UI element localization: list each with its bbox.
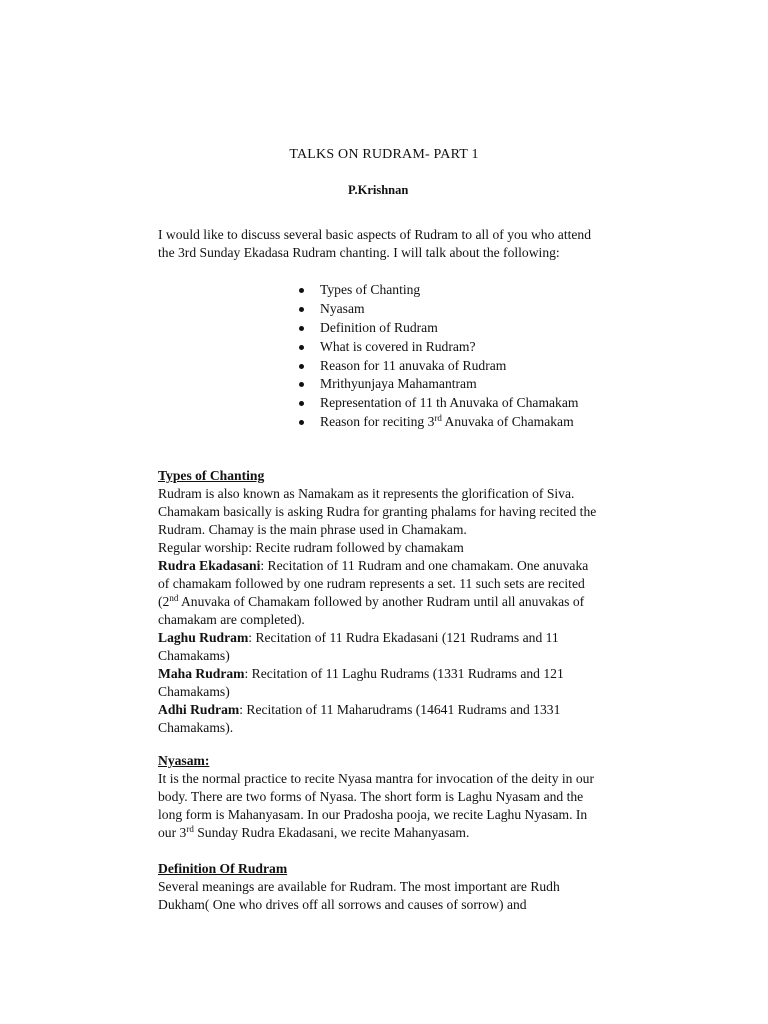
- definition-line: [158, 629, 658, 647]
- list-item-text: Reason for reciting 3: [320, 414, 435, 430]
- section-heading: Types of Chanting: [158, 468, 265, 483]
- list-item: Reason for 11 anuvaka of Rudram: [299, 357, 578, 376]
- paragraph-line: Chamakams).: [158, 720, 234, 735]
- author-name: P.Krishnan: [348, 183, 409, 197]
- term-maha-rudram: Maha Rudram: [158, 666, 245, 681]
- list-item: Mrithyunjaya Mahamantram: [299, 375, 578, 394]
- list-item: [299, 413, 578, 432]
- document-title: TALKS ON RUDRAM- PART 1: [289, 147, 479, 162]
- list-item: Nyasam: [299, 300, 578, 319]
- list-item: What is covered in Rudram?: [299, 338, 578, 357]
- section-heading: Nyasam:: [158, 753, 210, 768]
- paragraph-line: Dukham( One who drives off all sorrows and causes of sorrow) and: [158, 897, 527, 912]
- paragraph-line: Rudram. Chamay is the main phrase used in Chamakam.: [158, 522, 467, 537]
- term-adhi-rudram: Adhi Rudram: [158, 702, 240, 717]
- ordinal-suffix: rd: [434, 413, 442, 424]
- paragraph-line: Chamakams): [158, 648, 230, 663]
- paragraph-text: Sunday Rudra Ekadasani, we recite Mahanyasam.: [193, 825, 470, 840]
- paragraph-text: (2: [158, 594, 170, 609]
- paragraph-line: Chamakam basically is asking Rudra for granting phalams for having recited the: [158, 504, 597, 519]
- paragraph-line: [158, 593, 658, 611]
- topics-list: [299, 281, 578, 432]
- paragraph-line: [158, 824, 658, 842]
- paragraph-line: body. There are two forms of Nyasa. The short form is Laghu Nyasam and the: [158, 789, 584, 804]
- paragraph-line: Several meanings are available for Rudram. The most important are Rudh: [158, 879, 560, 894]
- definition-text: : Recitation of 11 Rudram and one chamakam. One anuvaka: [260, 558, 589, 573]
- paragraph-line: Chamakams): [158, 684, 230, 699]
- definition-line: [158, 701, 658, 719]
- paragraph-line: Rudram is also known as Namakam as it represents the glorification of Siva.: [158, 486, 575, 501]
- definition-text: : Recitation of 11 Laghu Rudrams (1331 Rudrams and 121: [244, 666, 564, 681]
- definition-line: [158, 557, 658, 575]
- paragraph-line: It is the normal practice to recite Nyasa mantra for invocation of the deity in our: [158, 771, 594, 786]
- paragraph-line: chamakam are completed).: [158, 612, 305, 627]
- section-heading: Definition Of Rudram: [158, 861, 288, 876]
- paragraph-line: of chamakam followed by one rudram represents a set. 11 such sets are recited: [158, 576, 585, 591]
- list-item: Definition of Rudram: [299, 319, 578, 338]
- list-item-text: Anuvaka of Chamakam: [441, 414, 574, 430]
- term-laghu-rudram: Laghu Rudram: [158, 630, 249, 645]
- paragraph-text: Anuvaka of Chamakam followed by another Rudram until all anuvakas of: [178, 594, 585, 609]
- definition-line: [158, 665, 658, 683]
- intro-line: the 3rd Sunday Ekadasa Rudram chanting. I will talk about the following:: [158, 245, 560, 260]
- intro-paragraph: [158, 226, 658, 262]
- section-nyasam: [158, 752, 658, 842]
- paragraph-line: Regular worship: Recite rudram followed by chamakam: [158, 540, 464, 555]
- section-definition-of-rudram: [158, 860, 658, 914]
- intro-line: I would like to discuss several basic aspects of Rudram to all of you who attend: [158, 227, 592, 242]
- term-rudra-ekadasani: Rudra Ekadasani: [158, 558, 261, 573]
- paragraph-text: our 3: [158, 825, 187, 840]
- definition-text: : Recitation of 11 Maharudrams (14641 Rudrams and 1331: [239, 702, 561, 717]
- ordinal-suffix: rd: [186, 824, 194, 834]
- section-types-of-chanting: [158, 467, 658, 737]
- definition-text: : Recitation of 11 Rudra Ekadasani (121 Rudrams and 11: [248, 630, 559, 645]
- paragraph-line: long form is Mahanyasam. In our Pradosha pooja, we recite Laghu Nyasam. In: [158, 807, 588, 822]
- list-item: Representation of 11 th Anuvaka of Chamakam: [299, 394, 578, 413]
- list-item: Types of Chanting: [299, 281, 578, 300]
- ordinal-suffix: nd: [169, 593, 179, 603]
